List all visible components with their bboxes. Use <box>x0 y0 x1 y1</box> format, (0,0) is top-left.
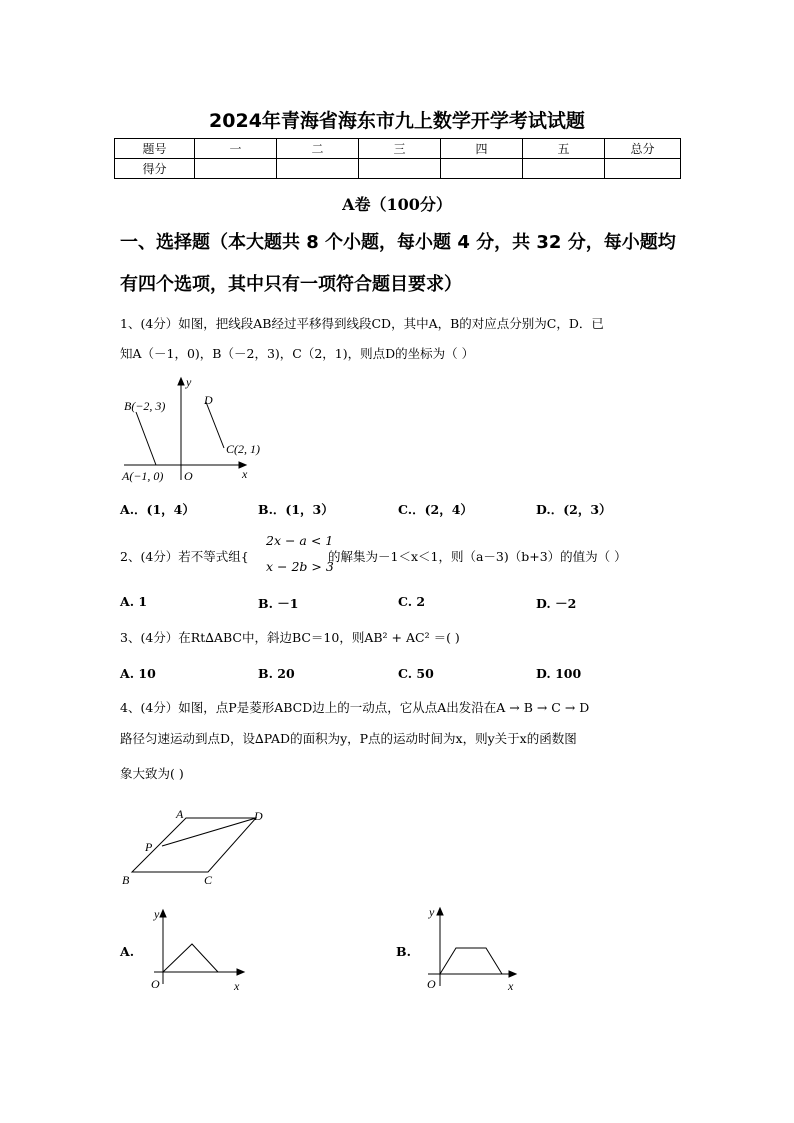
q2-inequality-2: x − 2b > 3 <box>266 559 334 574</box>
q4-option-b-graph <box>420 902 524 996</box>
q2-suffix: 的解集为－1＜x＜1，则（a－3)（b+3）的值为（ ） <box>328 549 627 564</box>
fig-label-c: C <box>204 873 213 887</box>
q1-option-c: C.．(2，4） <box>398 502 473 517</box>
q1-option-b: B.．(1，3） <box>258 502 334 517</box>
q2-option-a: A. 1 <box>120 594 148 609</box>
q2-option-b: B. －1 <box>258 596 299 611</box>
q4-line1: 4、(4分）如图，点P是菱形ABCD边上的一动点，它从点A出发沿在A → B → C → D <box>120 700 590 715</box>
score-cell: 四 <box>441 139 523 159</box>
paper-label: A卷（100分） <box>342 195 452 214</box>
q1-figure <box>118 372 278 484</box>
score-cell: 三 <box>359 139 441 159</box>
score-input-cell <box>441 159 523 179</box>
graph-label-o: O <box>427 977 436 991</box>
fig-label-d: D <box>204 393 213 407</box>
q3-text: 3、(4分）在Rt∆ABC中，斜边BC＝10，则AB² + AC² ＝( ) <box>120 630 460 645</box>
q2-option-d: D. －2 <box>536 596 577 611</box>
y-axis-arrow <box>178 378 184 385</box>
score-cell: 题号 <box>115 139 195 159</box>
graph-label-y: y <box>429 905 435 919</box>
segment-pd <box>162 818 256 846</box>
y-axis-arrow <box>437 908 443 915</box>
score-input-cell <box>195 159 277 179</box>
q2-option-c: C. 2 <box>398 594 426 609</box>
fig-label-o: O <box>184 469 193 483</box>
q4-option-b-label: B. <box>396 944 411 959</box>
section-heading-line2: 有四个选项，其中只有一项符合题目要求） <box>120 274 462 295</box>
fig-label-b: B <box>122 873 130 887</box>
score-cell: 二 <box>277 139 359 159</box>
fig-label-a: A(−1, 0) <box>122 469 164 483</box>
q3-option-b: B. 20 <box>258 666 295 681</box>
segment-ab <box>136 412 156 465</box>
score-table-header-row <box>115 139 681 159</box>
graph-label-y: y <box>154 907 160 921</box>
graph-line-trapezoid <box>440 948 502 974</box>
q1-line1: 1、(4分）如图，把线段AB经过平移得到线段CD，其中A，B的对应点分别为C，D．已 <box>120 316 604 331</box>
page-title: 2024年青海省海东市九上数学开学考试试题 <box>209 110 585 132</box>
q1-option-d: D.．(2，3） <box>536 502 612 517</box>
q3-option-a: A. 10 <box>120 666 156 681</box>
q3-option-c: C. 50 <box>398 666 434 681</box>
section-heading-line1: 一、选择题（本大题共 8 个小题，每小题 4 分，共 32 分，每小题均 <box>120 232 676 253</box>
x-axis-arrow <box>509 971 516 977</box>
q2-prefix: 2、(4分）若不等式组{ <box>120 549 249 564</box>
score-table-score-row <box>115 159 681 179</box>
q4-rhombus-figure <box>118 806 278 892</box>
x-axis-arrow <box>237 969 244 975</box>
score-input-cell <box>359 159 441 179</box>
score-cell: 得分 <box>115 159 195 179</box>
score-cell: 一 <box>195 139 277 159</box>
score-input-cell <box>277 159 359 179</box>
fig-label-b: B(−2, 3) <box>124 399 166 413</box>
q1-line2: 知A（－1，0)，B（－2，3)，C（2，1)，则点D的坐标为（ ） <box>120 346 475 361</box>
graph-line-triangle <box>163 944 218 972</box>
fig-label-c: C(2, 1) <box>226 442 260 456</box>
graph-label-x: x <box>234 979 240 993</box>
q4-line3: 象大致为( ) <box>120 766 184 781</box>
score-table <box>114 138 681 179</box>
segment-cd <box>206 402 224 448</box>
q2-inequality-1: 2x − a < 1 <box>266 533 334 548</box>
fig-label-p: P <box>145 840 153 854</box>
score-cell: 五 <box>523 139 605 159</box>
fig-label-a: A <box>176 807 184 821</box>
score-input-cell <box>605 159 681 179</box>
score-cell: 总分 <box>605 139 681 159</box>
q4-option-a-graph <box>146 904 252 994</box>
q3-option-d: D. 100 <box>536 666 582 681</box>
q4-option-a-label: A. <box>120 944 135 959</box>
graph-label-o: O <box>151 977 160 991</box>
graph-label-x: x <box>508 979 514 993</box>
score-input-cell <box>523 159 605 179</box>
q4-line2: 路径匀速运动到点D，设∆PAD的面积为y，P点的运动时间为x，则y关于x的函数图 <box>120 731 577 746</box>
q1-option-a: A.．(1，4） <box>120 502 195 517</box>
fig-label-x: x <box>242 467 248 481</box>
fig-label-y: y <box>186 375 192 389</box>
fig-label-d: D <box>254 809 263 823</box>
y-axis-arrow <box>160 910 166 917</box>
